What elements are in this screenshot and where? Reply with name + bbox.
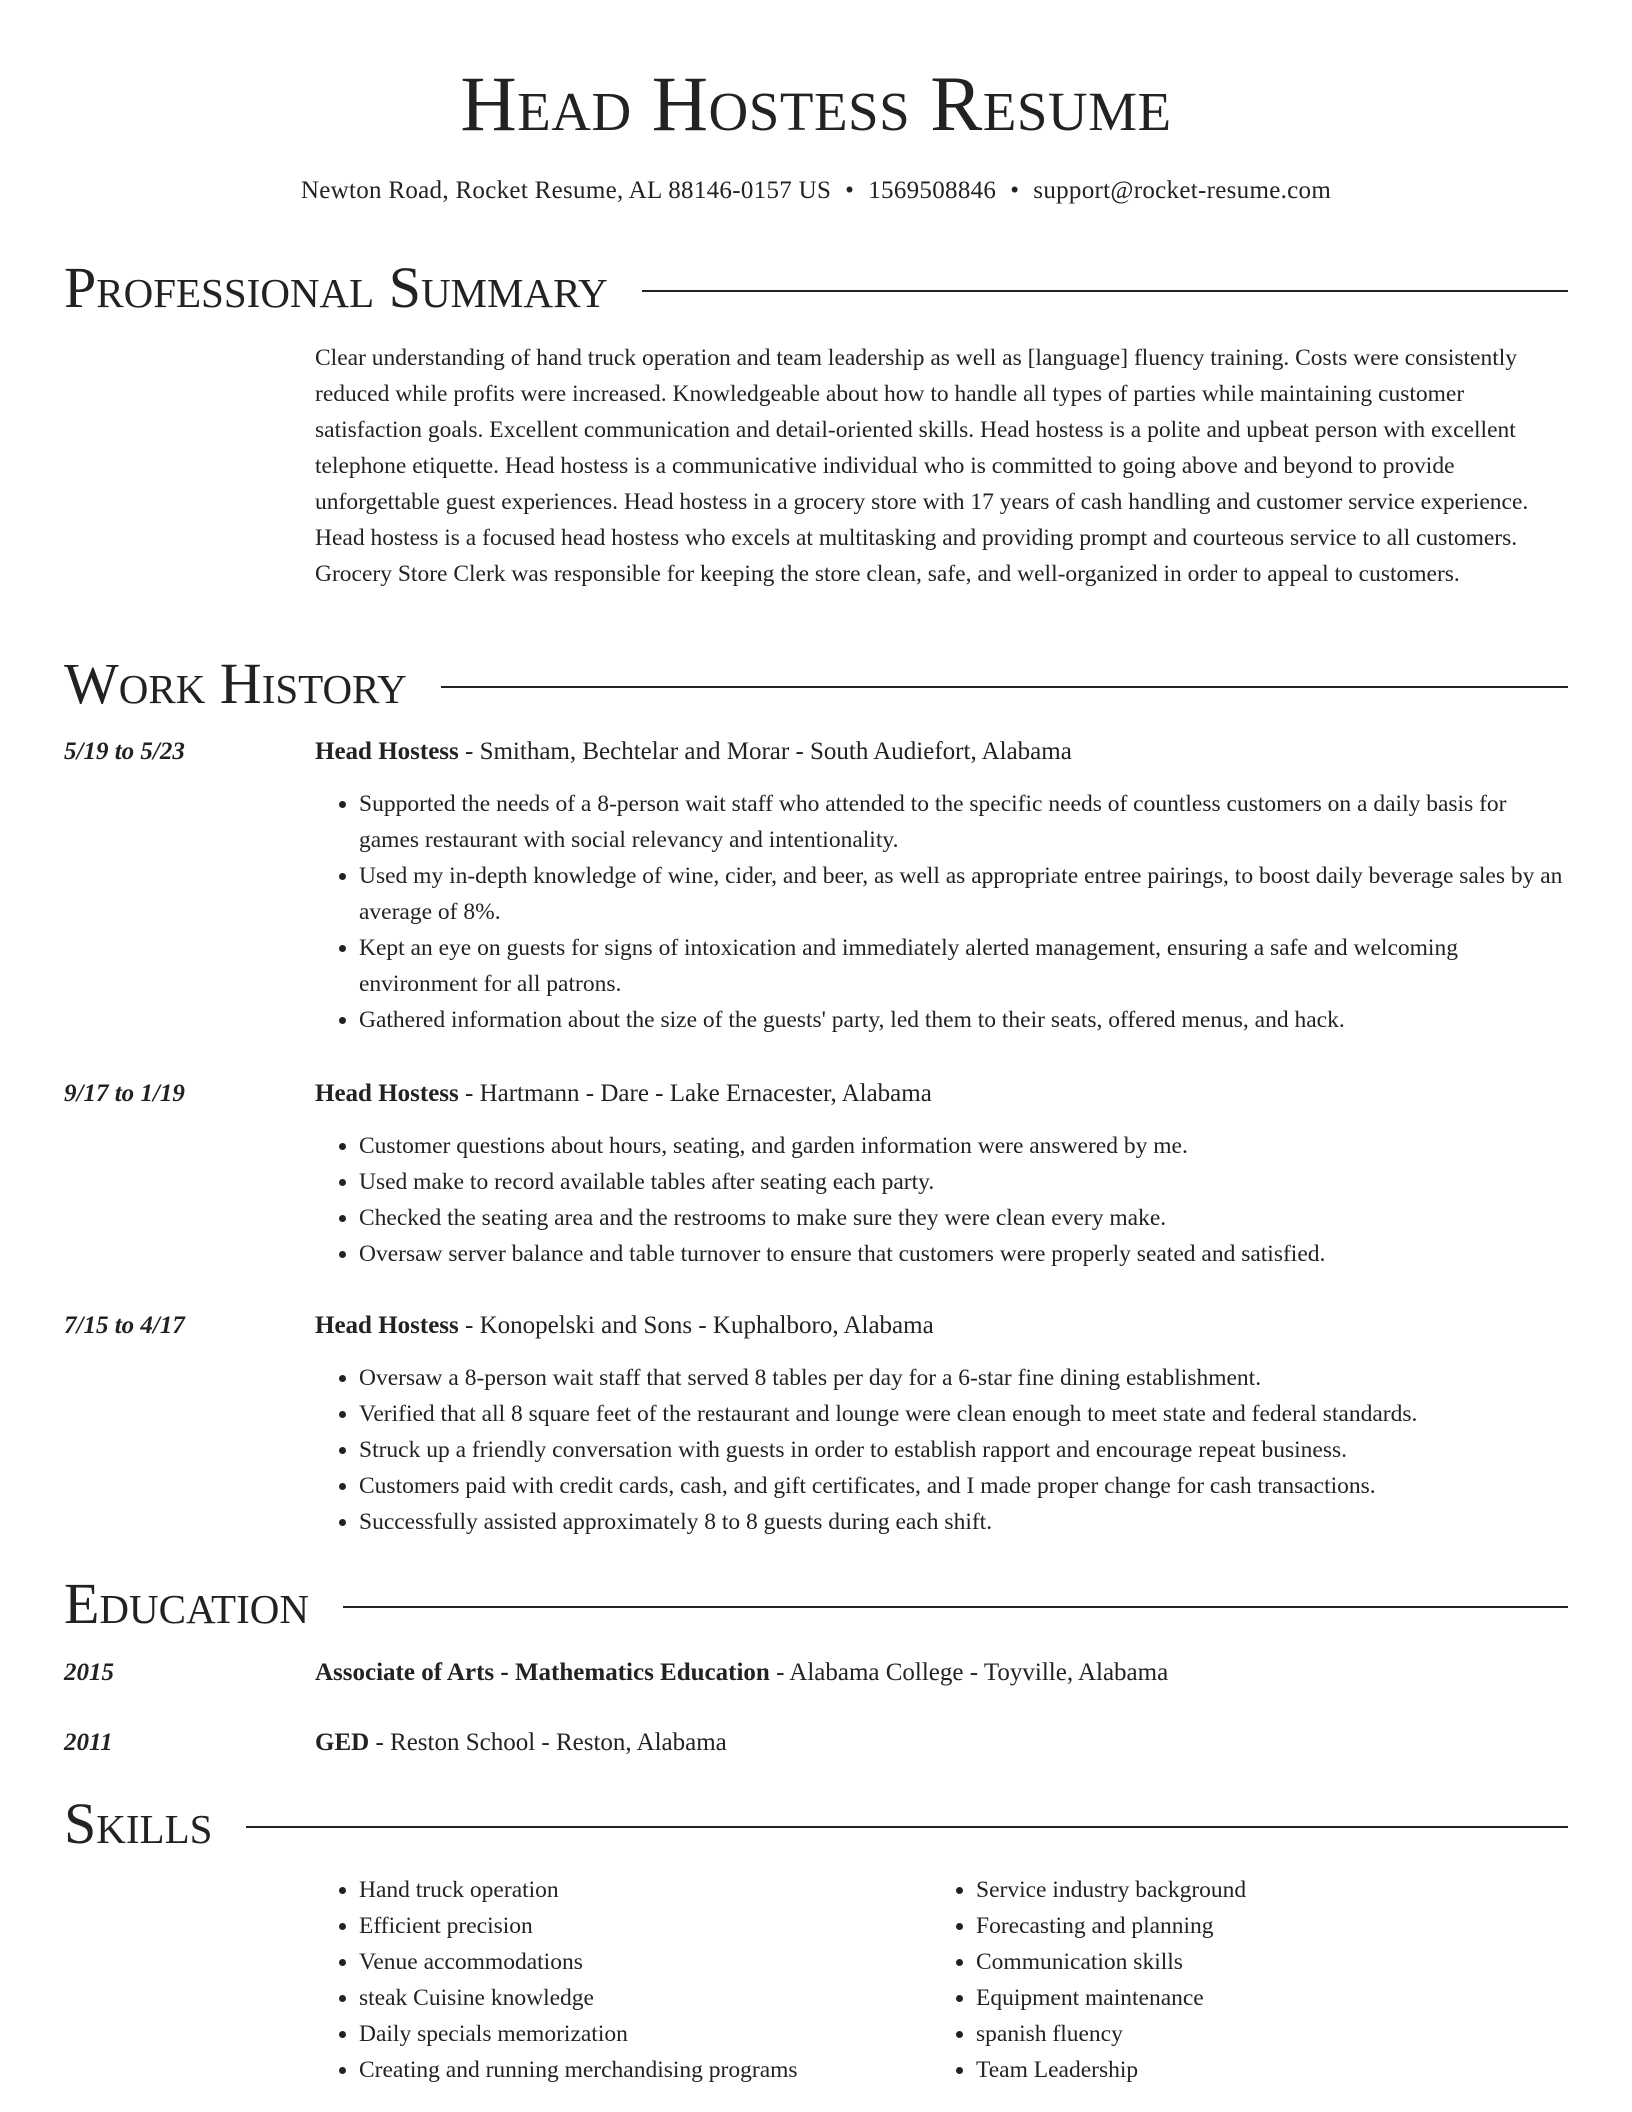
work-section-heading xyxy=(64,652,1568,716)
work-dates: 7/15 to 4/17 xyxy=(64,1312,185,1339)
work-bullets xyxy=(315,1360,1568,1540)
contact-line xyxy=(0,176,1632,206)
list-item: • Checked the seating area and the restrooms to make sure they were clean every make. xyxy=(359,1200,1568,1236)
skills-section-heading xyxy=(64,1792,1568,1856)
skill-item: • Venue accommodations xyxy=(359,1944,919,1980)
list-item: • Verified that all 8 square feet of the restaurant and lounge were clean enough to meet state and federal standards. xyxy=(359,1396,1568,1432)
contact-email: support@rocket-resume.com xyxy=(1033,177,1332,204)
summary-section-heading xyxy=(64,256,1568,320)
work-bullets xyxy=(315,1128,1568,1272)
section-divider xyxy=(343,1606,1568,1608)
skill-item: • Service industry background xyxy=(976,1872,1576,1908)
education-headline xyxy=(315,1727,1568,1759)
list-item: • Kept an eye on guests for signs of intoxication and immediately alerted management, ensuring a safe and welcoming environment for all patrons. xyxy=(359,930,1568,1002)
skills-list-left xyxy=(315,1872,919,2088)
work-headline xyxy=(315,736,1568,768)
job-details: - Smitham, Bechtelar and Morar - South Audiefort, Alabama xyxy=(458,738,1072,765)
skill-item: • Hand truck operation xyxy=(359,1872,919,1908)
job-details: - Konopelski and Sons - Kuphalboro, Alabama xyxy=(458,1312,934,1339)
education-year: 2011 xyxy=(64,1729,113,1756)
skills-heading: Skills xyxy=(64,1791,213,1856)
contact-separator: • xyxy=(1010,177,1020,204)
section-divider xyxy=(642,290,1568,292)
resume-title: Head Hostess Resume xyxy=(460,60,1172,147)
education-heading: Education xyxy=(64,1571,309,1636)
skill-item: • Forecasting and planning xyxy=(976,1908,1576,1944)
summary-text: Clear understanding of hand truck operation and team leadership as well as [language] fluency training. Costs were consistently reduced while profits were increased. Knowledgeable about how to handle all types of parties while maintaining customer satisfaction goals. Excellent communication and detail-oriented skills. Head hostess is a polite and upbeat person with excellent telephone etiquette. Head hostess is a communicative individual who is committed to going above and beyond to provide unforgettable guest experiences. Head hostess in a grocery store with 17 years of cash handling and customer service experience. Head hostess is a focused head hostess who excels at multitasking and providing prompt and courteous service to all customers. Grocery Store Clerk was responsible for keeping the store clean, safe, and well-organized in order to appeal to customers. xyxy=(315,345,1529,587)
section-divider xyxy=(441,686,1568,688)
degree: GED xyxy=(315,1729,370,1756)
skills-list-right xyxy=(932,1872,1576,2088)
list-item: • Struck up a friendly conversation with guests in order to establish rapport and encourage repeat business. xyxy=(359,1432,1568,1468)
list-item: • Used make to record available tables after seating each party. xyxy=(359,1164,1568,1200)
summary-heading: Professional Summary xyxy=(64,255,608,320)
contact-phone: 1569508846 xyxy=(868,177,997,204)
skill-item: • spanish fluency xyxy=(976,2016,1576,2052)
work-headline xyxy=(315,1078,1568,1110)
skill-item: • Daily specials memorization xyxy=(359,2016,919,2052)
degree: Associate of Arts - Mathematics Education xyxy=(315,1659,770,1686)
job-title: Head Hostess xyxy=(315,1312,459,1339)
section-divider xyxy=(246,1826,1568,1828)
list-item: • Customer questions about hours, seating, and garden information were answered by me. xyxy=(359,1128,1568,1164)
job-title: Head Hostess xyxy=(315,738,459,765)
list-item: • Oversaw a 8-person wait staff that served 8 tables per day for a 6-star fine dining establishment. xyxy=(359,1360,1568,1396)
skill-item: • steak Cuisine knowledge xyxy=(359,1980,919,2016)
skill-item: • Communication skills xyxy=(976,1944,1576,1980)
list-item: • Oversaw server balance and table turnover to ensure that customers were properly seated and satisfied. xyxy=(359,1236,1568,1272)
work-headline xyxy=(315,1310,1568,1342)
education-year: 2015 xyxy=(64,1659,114,1686)
education-section-heading xyxy=(64,1572,1568,1636)
skill-item: • Equipment maintenance xyxy=(976,1980,1576,2016)
list-item: • Customers paid with credit cards, cash, and gift certificates, and I made proper change for cash transactions. xyxy=(359,1468,1568,1504)
work-bullets xyxy=(315,786,1568,1038)
skill-item: • Efficient precision xyxy=(359,1908,919,1944)
work-heading: Work History xyxy=(64,651,407,716)
job-title: Head Hostess xyxy=(315,1080,459,1107)
contact-separator: • xyxy=(845,177,855,204)
work-dates: 9/17 to 1/19 xyxy=(64,1080,185,1107)
work-dates: 5/19 to 5/23 xyxy=(64,738,185,765)
school-details: - Reston School - Reston, Alabama xyxy=(369,1729,727,1756)
skill-item: • Team Leadership xyxy=(976,2052,1576,2088)
list-item: • Used my in-depth knowledge of wine, cider, and beer, as well as appropriate entree pairings, to boost daily beverage sales by an average of 8%. xyxy=(359,858,1568,930)
contact-address: Newton Road, Rocket Resume, AL 88146-0157 US xyxy=(300,177,832,204)
school-details: - Alabama College - Toyville, Alabama xyxy=(769,1659,1169,1686)
education-headline xyxy=(315,1657,1568,1689)
list-item: • Supported the needs of a 8-person wait staff who attended to the specific needs of countless customers on a daily basis for games restaurant with social relevancy and intentionality. xyxy=(359,786,1568,858)
list-item: • Successfully assisted approximately 8 to 8 guests during each shift. xyxy=(359,1504,1568,1540)
skill-item: • Creating and running merchandising programs xyxy=(359,2052,919,2088)
list-item: • Gathered information about the size of the guests' party, led them to their seats, offered menus, and hack. xyxy=(359,1002,1568,1038)
job-details: - Hartmann - Dare - Lake Ernacester, Alabama xyxy=(458,1080,932,1107)
